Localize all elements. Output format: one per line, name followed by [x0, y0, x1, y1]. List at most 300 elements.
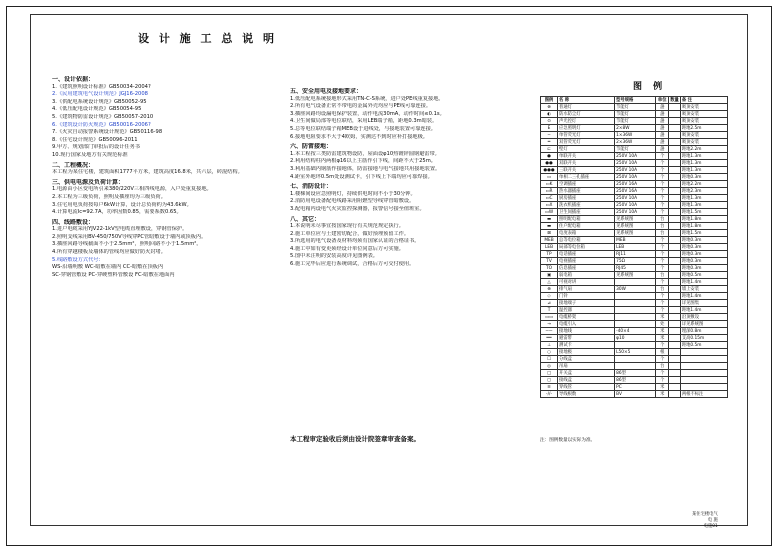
legend-row: [541, 195, 728, 202]
legend-row: [541, 279, 728, 286]
legend-symbol: ══: [541, 335, 558, 342]
legend-cell: BV: [615, 391, 656, 398]
legend-cell: [669, 363, 681, 370]
text-line: 9.甲方、规划部门审批后的设计任务书: [52, 144, 140, 151]
legend-header-cell: 图例: [541, 97, 558, 104]
legend-cell: [669, 202, 681, 209]
legend-symbol: ⊠: [541, 230, 558, 237]
legend-cell: [669, 174, 681, 181]
legend-cell: [669, 181, 681, 188]
legend-cell: [615, 307, 656, 314]
legend-cell: 个: [656, 258, 669, 265]
legend-row: [541, 230, 728, 237]
legend-symbol: ⊕: [541, 286, 558, 293]
legend-cell: 距地2.2m: [680, 181, 727, 188]
legend-row: [541, 153, 728, 160]
legend-cell: 见系统图: [615, 272, 656, 279]
legend-row: [541, 244, 728, 251]
legend-cell: 个: [656, 195, 669, 202]
legend-symbol: ⊥: [541, 342, 558, 349]
legend-row: [541, 181, 728, 188]
legend-cell: 盏: [656, 146, 669, 153]
legend-row: [541, 384, 728, 391]
legend-symbol: ≡: [541, 384, 558, 391]
legend-symbol: ▬: [541, 216, 558, 223]
legend-cell: 排气扇: [558, 286, 615, 293]
legend-cell: [669, 391, 681, 398]
text-line: 3.所选用的电气设备及材料均须有国家认证的合格证书。: [290, 238, 420, 245]
legend-cell: [669, 111, 681, 118]
text-line: 本工程为某住宅楼，建筑面积1777平方米，建筑高度16.8米，共六层，砖混结构。: [52, 169, 243, 176]
section-heading: 五、安全用电及接地要求：: [290, 88, 363, 95]
text-line: 2.《民用建筑电气设计规范》JGJ16-2008: [52, 91, 148, 98]
legend-cell: [669, 265, 681, 272]
legend-symbol: ⊗: [541, 104, 558, 111]
legend-cell: 双联开关: [558, 160, 615, 167]
legend-cell: [615, 300, 656, 307]
legend-cell: RJ11: [615, 251, 656, 258]
legend-cell: [669, 216, 681, 223]
text-line: 3.《供配电系统设计规范》GB50052-95: [52, 98, 147, 105]
legend-cell: 个: [656, 244, 669, 251]
legend-symbol: ▭K: [541, 181, 558, 188]
legend-symbol: ▭W: [541, 209, 558, 216]
section-heading: 四、线路敷设：: [52, 218, 95, 226]
legend-cell: 距地0.3m: [680, 265, 727, 272]
text-line: 1.《建筑照明设计标准》GB50034-2004?: [52, 83, 151, 90]
legend-cell: 距地0.5m: [680, 272, 727, 279]
title-block-text: 电 施: [707, 518, 718, 523]
legend-cell: φ10: [615, 335, 656, 342]
legend-cell: 可视对讲: [558, 279, 615, 286]
legend-cell: 个: [656, 251, 669, 258]
legend-cell: 处: [656, 321, 669, 328]
legend-cell: MEB: [615, 237, 656, 244]
legend-cell: 个: [656, 202, 669, 209]
legend-row: [541, 321, 728, 328]
legend-cell: 接地极: [558, 349, 615, 356]
legend-cell: 距地1.3m: [680, 202, 727, 209]
legend-symbol: LEB: [541, 244, 558, 251]
legend-cell: 30W: [615, 286, 656, 293]
legend-symbol: →: [541, 321, 558, 328]
legend-cell: [669, 251, 681, 258]
legend-row: [541, 216, 728, 223]
legend-cell: 壁灯: [558, 146, 615, 153]
legend-cell: 75Ω: [615, 258, 656, 265]
legend-cell: 距地1.5m: [680, 230, 727, 237]
legend-cell: 见系统图: [615, 230, 656, 237]
legend-cell: [669, 370, 681, 377]
legend-cell: 个: [656, 300, 669, 307]
text-line: 4.所有穿越楼板及墙体的管线均应做好防火封堵。: [52, 249, 166, 256]
section-heading: 一、设计依据：: [52, 76, 95, 83]
legend-cell: 距地0.3m: [680, 244, 727, 251]
legend-symbol: ═: [541, 139, 558, 146]
legend-cell: 吸顶安装: [680, 111, 727, 118]
title-block-text: 某住宅楼电气: [692, 512, 718, 517]
legend-cell: 厨房插座: [558, 195, 615, 202]
legend-cell: [669, 139, 681, 146]
legend-cell: 250V 10A: [615, 174, 656, 181]
legend-cell: 节能灯: [615, 111, 656, 118]
legend-cell: 单联开关: [558, 153, 615, 160]
legend-cell: 距地1.3m: [680, 195, 727, 202]
legend-cell: 个: [656, 377, 669, 384]
section-heading: 八、其它：: [290, 215, 321, 223]
legend-cell: 台: [656, 223, 669, 230]
legend-row: [541, 370, 728, 377]
legend-cell: 吸顶安装: [680, 139, 727, 146]
legend-cell: 分线盒: [558, 356, 615, 363]
legend-cell: [669, 328, 681, 335]
legend-cell: [680, 384, 727, 391]
legend-cell: [669, 342, 681, 349]
text-line: 8.《住宅设计规范》GB50096-2011: [52, 136, 138, 143]
legend-cell: 250V 16A: [615, 188, 656, 195]
legend-cell: 个: [656, 307, 669, 314]
legend-title: 图 例: [633, 82, 667, 92]
legend-cell: [669, 321, 681, 328]
legend-cell: 三联开关: [558, 167, 615, 174]
text-line: 2.利用结构柱内两根φ16以上主筋作引下线，间距不大于25m。: [290, 158, 436, 165]
legend-symbol: ◐: [541, 111, 558, 118]
legend-cell: 个: [656, 209, 669, 216]
legend-symbol: ▢: [541, 377, 558, 384]
legend-cell: [669, 125, 681, 132]
legend-row: [541, 314, 728, 321]
legend-cell: [669, 146, 681, 153]
legend-header-cell: 名 称: [558, 97, 615, 104]
legend-cell: [669, 153, 681, 160]
section-heading: 六、防雷接地：: [290, 143, 333, 151]
legend-cell: 吸顶安装: [680, 132, 727, 139]
legend-symbol: T: [541, 307, 558, 314]
legend-cell: 温控器: [558, 307, 615, 314]
legend-cell: 详见系统图: [680, 321, 727, 328]
legend-cell: [615, 293, 656, 300]
legend-cell: 距地1.5m: [680, 209, 727, 216]
legend-cell: [669, 244, 681, 251]
legend-cell: 距地0.3m: [680, 251, 727, 258]
legend-row: [541, 328, 728, 335]
legend-row: [541, 377, 728, 384]
text-line: 10.现行国家及地方有关规范标准: [52, 151, 128, 158]
legend-cell: 节能灯: [615, 146, 656, 153]
text-line: 7.《火灾自动报警系统设计规范》GB50116-98: [52, 129, 163, 136]
legend-row: [541, 104, 728, 111]
text-line: 5.图中未注明的安装高度详见图例表。: [290, 253, 378, 260]
legend-cell: [680, 377, 727, 384]
legend-row: [541, 349, 728, 356]
text-line: SC-穿钢管敷设 PC-穿硬塑料管敷设 FC-暗敷在地面内: [52, 271, 175, 278]
legend-cell: 普通灯: [558, 104, 615, 111]
text-line: WS-沿墙明敷 WC-暗敷在墙内 CC-暗敷在顶板内: [52, 264, 164, 271]
legend-cell: [615, 363, 656, 370]
text-line: 1.电源由小区变电所引来380/220V三相四线电源，入户处重复接地。: [52, 186, 212, 193]
legend-row: [541, 111, 728, 118]
text-line: 4.计算电流Ic=92.7A，功率因数0.85，需要系数0.65。: [52, 209, 182, 216]
legend-cell: L50×5: [615, 349, 656, 356]
legend-cell: [669, 209, 681, 216]
legend-cell: 86型: [615, 377, 656, 384]
text-line: 4.《低压配电设计规范》GB50054-95: [52, 106, 142, 113]
legend-symbol: ▭▭: [541, 314, 558, 321]
legend-cell: 吸顶安装: [680, 118, 727, 125]
legend-cell: PC: [615, 384, 656, 391]
legend-symbol: TV: [541, 258, 558, 265]
legend-cell: 单相二三孔插座: [558, 174, 615, 181]
legend-row: [541, 139, 728, 146]
legend-row: [541, 258, 728, 265]
legend-cell: 距地1.3m: [680, 167, 727, 174]
legend-cell: 总等电位箱: [558, 237, 615, 244]
legend-cell: 卫生间插座: [558, 209, 615, 216]
legend-cell: [669, 230, 681, 237]
closing-note: 本工程审定验收后须由设计院签章审查备案。: [290, 435, 420, 443]
legend-cell: 距地1.8m: [680, 223, 727, 230]
legend-cell: [680, 363, 727, 370]
legend-row: [541, 251, 728, 258]
legend-cell: [669, 293, 681, 300]
legend-cell: [669, 300, 681, 307]
legend-cell: [669, 188, 681, 195]
legend-cell: 节能灯: [615, 118, 656, 125]
legend-cell: 距地1.3m: [680, 153, 727, 160]
legend-cell: 250V 10A: [615, 153, 656, 160]
legend-symbol: ⊿: [541, 300, 558, 307]
text-line: 2.消防用电设备配电线路采用阻燃型导线穿管暗敷设。: [290, 198, 415, 205]
legend-symbol: ◇: [541, 293, 558, 300]
legend-cell: 台: [656, 363, 669, 370]
legend-cell: 穿线管: [558, 384, 615, 391]
legend-cell: 距地1.4m: [680, 279, 727, 286]
legend-cell: 见系统图: [615, 216, 656, 223]
legend-cell: 个: [656, 188, 669, 195]
legend-cell: 空调插座: [558, 181, 615, 188]
legend-cell: 米: [656, 335, 669, 342]
legend-cell: 局部等电位箱: [558, 244, 615, 251]
legend-row: [541, 174, 728, 181]
text-line: 5.《建筑物防雷设计规范》GB50057-2010: [52, 113, 154, 120]
legend-cell: 盏: [656, 125, 669, 132]
legend-row: [541, 356, 728, 363]
legend-cell: [669, 279, 681, 286]
text-line: 1.楼梯间设应急照明灯，持续供电时间不小于30分钟。: [290, 190, 416, 197]
legend-cell: 个: [656, 293, 669, 300]
legend-symbol: -//-: [541, 391, 558, 398]
legend-cell: [615, 342, 656, 349]
legend-header-cell: 型号规格: [615, 97, 656, 104]
legend-row: [541, 209, 728, 216]
legend-symbol: ▭X: [541, 202, 558, 209]
legend-cell: 距地2.3m: [680, 188, 727, 195]
legend-cell: 洗衣机插座: [558, 202, 615, 209]
legend-cell: 单管荧光灯: [558, 132, 615, 139]
legend-symbol: ▣: [541, 272, 558, 279]
legend-cell: [669, 384, 681, 391]
legend-cell: [680, 349, 727, 356]
section-heading: 七、消防设计：: [290, 183, 333, 191]
section-heading: 三、供电电源及负荷计算：: [52, 178, 125, 186]
legend-cell: 电缆引入: [558, 321, 615, 328]
legend-cell: 距地1.8m: [680, 216, 727, 223]
text-line: 5.总等电位联结端子箱MEB设于进线处，与接地装置可靠连接。: [290, 125, 436, 132]
legend-cell: 电度表箱: [558, 230, 615, 237]
legend-note: 注：图例数量以实际为准。: [540, 438, 596, 443]
legend-cell: 个: [656, 370, 669, 377]
legend-cell: [669, 356, 681, 363]
legend-row: [541, 146, 728, 153]
legend-row: [541, 293, 728, 300]
legend-cell: 250V 10A: [615, 195, 656, 202]
legend-cell: -40×4: [615, 328, 656, 335]
legend-header-cell: 单位: [656, 97, 669, 104]
text-line: 6.施工完毕后应进行系统调试，合格后方可交付使用。: [290, 261, 415, 268]
legend-cell: 声光控灯: [558, 118, 615, 125]
legend-symbol: □: [541, 370, 558, 377]
legend-row: [541, 335, 728, 342]
legend-cell: [669, 195, 681, 202]
legend-cell: 接地端子: [558, 300, 615, 307]
legend-cell: 距地2.2m: [680, 146, 727, 153]
legend-symbol: ●: [541, 153, 558, 160]
legend-cell: 盏: [656, 118, 669, 125]
text-line: 1.低压配电系统接地形式采用TN-C-S系统，进户处PE线重复接地。: [290, 95, 444, 102]
legend-cell: 详见图集: [680, 300, 727, 307]
legend-cell: 个: [656, 153, 669, 160]
legend-cell: 电视插座: [558, 258, 615, 265]
legend-row: [541, 118, 728, 125]
legend-cell: 盏: [656, 104, 669, 111]
legend-cell: 米: [656, 328, 669, 335]
legend-row: [541, 342, 728, 349]
legend-symbol: ●●: [541, 160, 558, 167]
legend-row: [541, 167, 728, 174]
legend-cell: 热水器插座: [558, 188, 615, 195]
legend-cell: 盏: [656, 132, 669, 139]
legend-cell: 接线盒: [558, 377, 615, 384]
legend-row: [541, 223, 728, 230]
legend-cell: 距地1.4m: [680, 307, 727, 314]
legend-cell: 2×36W: [615, 139, 656, 146]
legend-row: [541, 307, 728, 314]
text-line: 3.插座回路均设漏电保护装置，动作电流30mA，动作时间≤0.1s。: [290, 110, 445, 117]
legend-row: [541, 188, 728, 195]
legend-header-cell: 数量: [670, 98, 679, 103]
legend-row: [541, 391, 728, 398]
legend-cell: 1×36W: [615, 132, 656, 139]
legend-cell: 个: [656, 160, 669, 167]
legend-cell: 个: [656, 342, 669, 349]
legend-symbol: ⊙: [541, 118, 558, 125]
legend-cell: 电话插座: [558, 251, 615, 258]
legend-cell: 根: [656, 349, 669, 356]
legend-row: [541, 363, 728, 370]
legend-cell: 两根不标注: [680, 391, 727, 398]
page-title: 设 计 施 工 总 说 明: [138, 32, 277, 45]
legend-cell: [669, 335, 681, 342]
legend-cell: 台: [656, 216, 669, 223]
legend-cell: [615, 356, 656, 363]
legend-row: [541, 237, 728, 244]
legend-cell: 吊扇: [558, 363, 615, 370]
text-line: 1.本说明未尽事宜按国家现行有关规范规定执行。: [290, 223, 404, 230]
legend-cell: 接地线: [558, 328, 615, 335]
legend-cell: [669, 307, 681, 314]
legend-cell: 见系统图: [615, 223, 656, 230]
legend-cell: 个: [656, 356, 669, 363]
legend-symbol: ─·─: [541, 328, 558, 335]
legend-cell: 沿顶敷设: [680, 314, 727, 321]
legend-symbol: ●●●: [541, 167, 558, 174]
legend-symbol: ▭C: [541, 195, 558, 202]
legend-symbol: MEB: [541, 237, 558, 244]
legend-symbol: ▭R: [541, 188, 558, 195]
legend-cell: 距地0.5m: [680, 342, 727, 349]
legend-cell: [615, 314, 656, 321]
legend-row: [541, 300, 728, 307]
legend-symbol: ⊏: [541, 146, 558, 153]
text-line: 3.插座回路导线截面不小于2.5mm²，照明回路不小于1.5mm²。: [52, 241, 202, 248]
legend-cell: 个: [656, 181, 669, 188]
legend-table: [540, 96, 728, 398]
legend-cell: [669, 272, 681, 279]
text-line: 2.本工程为三级负荷，照明及插座均为三级负荷。: [52, 193, 166, 200]
legend-cell: 米: [656, 391, 669, 398]
legend-cell: 2×8W: [615, 125, 656, 132]
legend-row: [541, 265, 728, 272]
text-line: 4.施工中如有变更须经设计单位同意后方可实施。: [290, 245, 404, 252]
left-column: [52, 74, 282, 279]
legend-cell: 信息插座: [558, 265, 615, 272]
legend-cell: 个: [656, 279, 669, 286]
legend-cell: 距地0.3m: [680, 174, 727, 181]
legend-cell: [669, 286, 681, 293]
legend-cell: 支高0.15m: [680, 335, 727, 342]
legend-cell: 个: [656, 237, 669, 244]
legend-cell: [669, 118, 681, 125]
legend-cell: 弱电箱: [558, 272, 615, 279]
text-line: 1.进户电缆采用YJV22-1kV型电缆直埋敷设，穿钢管保护。: [52, 226, 188, 233]
legend-cell: 台: [656, 286, 669, 293]
text-line: 4.距室外地坪0.5m处设测试卡，引下线上下端均应可靠焊接。: [290, 173, 433, 180]
legend-cell: 米: [656, 384, 669, 391]
legend-symbol: ▬: [541, 223, 558, 230]
legend-cell: [669, 132, 681, 139]
legend-cell: [669, 377, 681, 384]
legend-cell: [669, 223, 681, 230]
legend-cell: 距地1.4m: [680, 293, 727, 300]
legend-cell: [615, 279, 656, 286]
legend-cell: 250V 10A: [615, 209, 656, 216]
legend-cell: 距地2.5m: [680, 125, 727, 132]
text-line: 3.住宅用电负荷按每户6kW计算，设计总负荷约为43.6kW。: [52, 201, 192, 208]
legend-cell: 照明配电箱: [558, 216, 615, 223]
legend-row: [541, 272, 728, 279]
legend-cell: [669, 237, 681, 244]
legend-cell: LEB: [615, 244, 656, 251]
text-line: 6.《建筑设计防火规范》GB50016-2006?: [52, 121, 151, 128]
legend-cell: [615, 321, 656, 328]
legend-cell: RJ45: [615, 265, 656, 272]
text-line: 2.照明支线采用BV-450/750V导线穿PC管暗敷设于墙内或顶板内。: [52, 233, 207, 240]
legend-header-row: [541, 97, 728, 104]
legend-cell: 埋深0.8m: [680, 328, 727, 335]
legend-cell: 墙上安装: [680, 286, 727, 293]
legend-cell: 距地1.3m: [680, 160, 727, 167]
legend-row: [541, 125, 728, 132]
